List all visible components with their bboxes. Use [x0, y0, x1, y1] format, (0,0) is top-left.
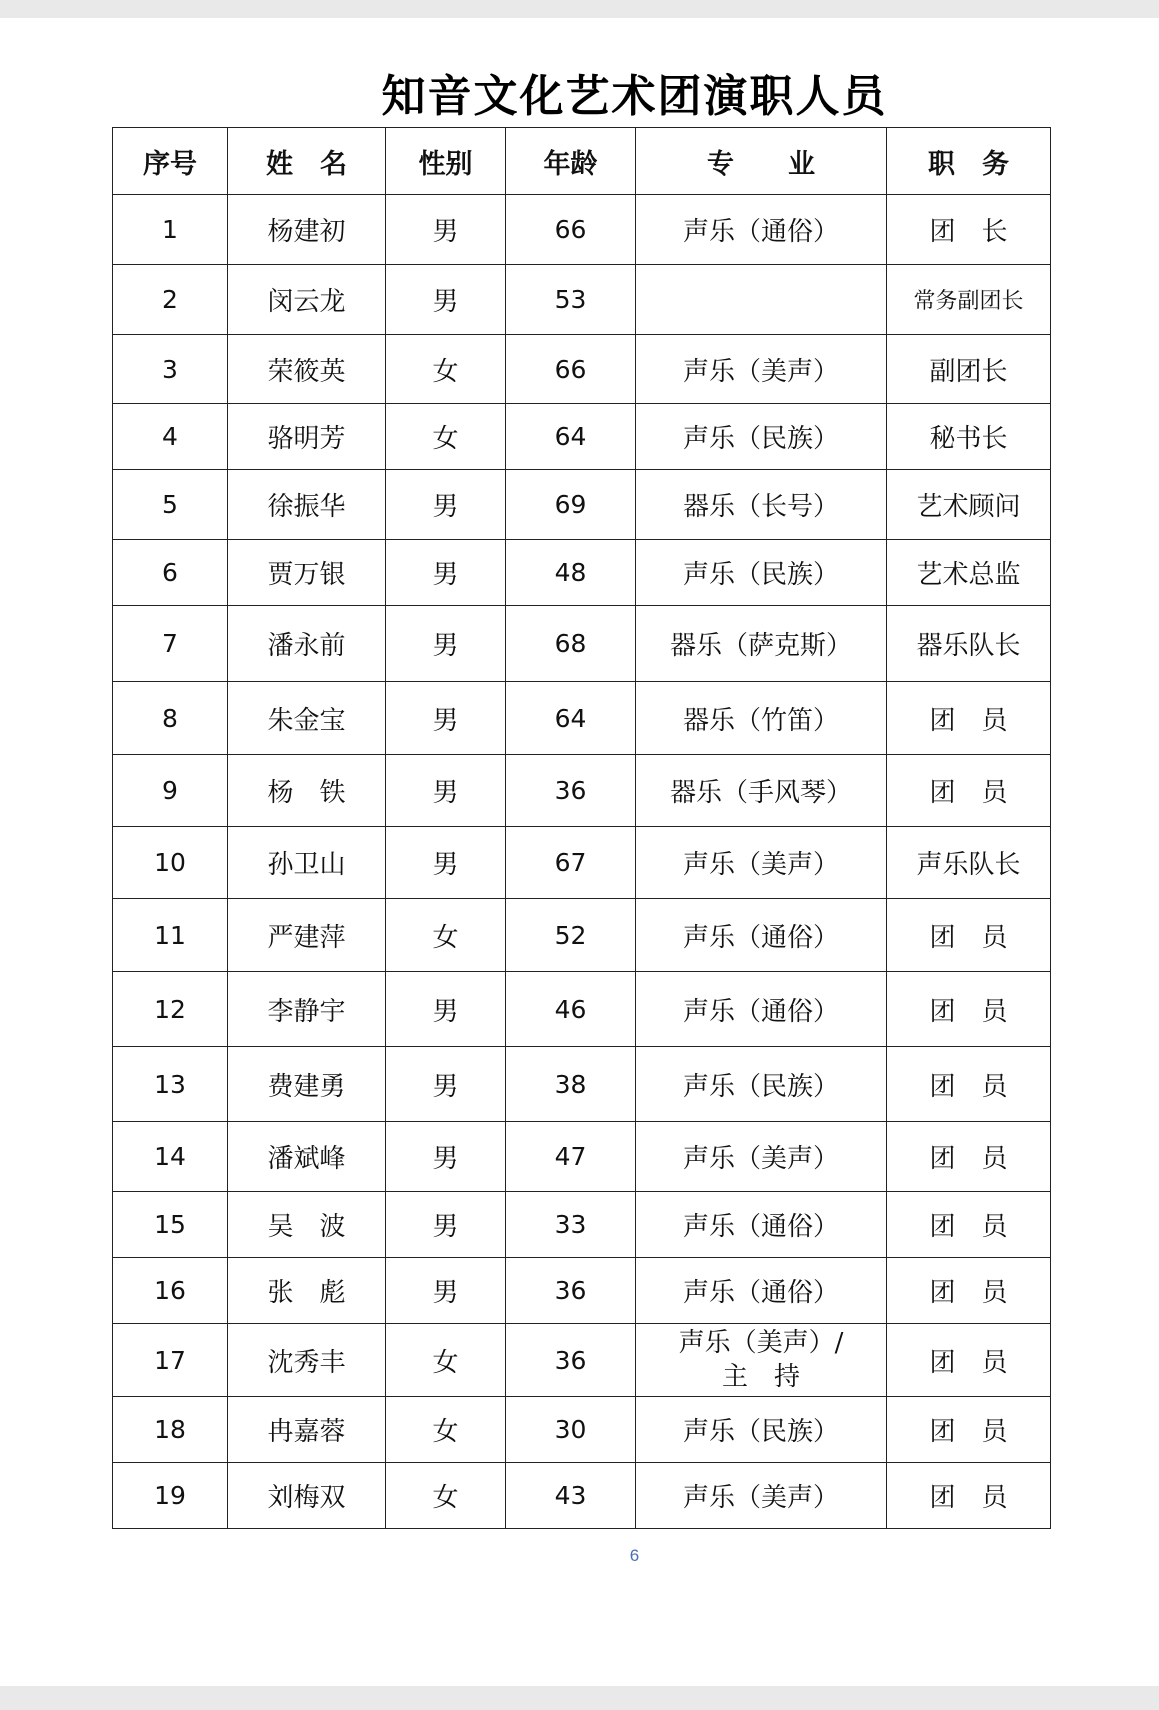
table-row	[113, 899, 1051, 972]
header-name: 姓 名	[228, 128, 386, 195]
header-seq: 序号	[113, 128, 228, 195]
table-row	[113, 1192, 1051, 1258]
cell-specialty: 声乐（美声）	[636, 335, 887, 404]
cell-seq: 18	[113, 1397, 228, 1463]
table-row	[113, 755, 1051, 827]
cell-age: 33	[506, 1192, 636, 1258]
cell-seq: 14	[113, 1122, 228, 1192]
cell-name: 孙卫山	[228, 827, 386, 899]
cell-gender: 男	[386, 827, 506, 899]
cell-name: 骆明芳	[228, 404, 386, 470]
page-number: 6	[629, 1546, 640, 1565]
cell-specialty: 声乐（美声）	[636, 1122, 887, 1192]
cell-role: 团 员	[887, 1397, 1051, 1463]
cell-age: 64	[506, 404, 636, 470]
cell-gender: 男	[386, 755, 506, 827]
cell-specialty: 声乐（通俗）	[636, 972, 887, 1047]
cell-specialty: 声乐（民族）	[636, 540, 887, 606]
table-row	[113, 470, 1051, 540]
cell-name: 杨 铁	[228, 755, 386, 827]
cell-role: 副团长	[887, 335, 1051, 404]
cell-role: 团 员	[887, 682, 1051, 755]
table-row	[113, 682, 1051, 755]
cell-age: 68	[506, 606, 636, 682]
cell-name: 荣筱英	[228, 335, 386, 404]
cell-specialty: 声乐（通俗）	[636, 899, 887, 972]
table-row	[113, 404, 1051, 470]
header-role: 职 务	[887, 128, 1051, 195]
cell-seq: 9	[113, 755, 228, 827]
cell-seq: 10	[113, 827, 228, 899]
cell-seq: 11	[113, 899, 228, 972]
cell-gender: 男	[386, 1192, 506, 1258]
cell-role: 声乐队长	[887, 827, 1051, 899]
cell-name: 朱金宝	[228, 682, 386, 755]
cell-gender: 男	[386, 606, 506, 682]
cell-role: 团 员	[887, 899, 1051, 972]
document-title: 知音文化艺术团演职人员	[381, 71, 888, 122]
cell-role: 团 长	[887, 195, 1051, 265]
cell-age: 52	[506, 899, 636, 972]
cell-seq: 16	[113, 1258, 228, 1324]
roster-table	[112, 127, 1051, 1529]
cell-role: 团 员	[887, 972, 1051, 1047]
cell-specialty: 声乐（民族）	[636, 404, 887, 470]
cell-specialty: 声乐（通俗）	[636, 1258, 887, 1324]
cell-age: 38	[506, 1047, 636, 1122]
cell-age: 36	[506, 1258, 636, 1324]
cell-name: 潘斌峰	[228, 1122, 386, 1192]
cell-name: 刘梅双	[228, 1463, 386, 1529]
cell-age: 66	[506, 195, 636, 265]
cell-seq: 7	[113, 606, 228, 682]
cell-gender: 女	[386, 899, 506, 972]
table-body	[113, 195, 1051, 1529]
table-row	[113, 1324, 1051, 1397]
cell-age: 30	[506, 1397, 636, 1463]
table-row	[113, 265, 1051, 335]
cell-gender: 男	[386, 540, 506, 606]
cell-seq: 12	[113, 972, 228, 1047]
cell-specialty: 声乐（美声）	[636, 1463, 887, 1529]
cell-seq: 8	[113, 682, 228, 755]
cell-age: 43	[506, 1463, 636, 1529]
table-header	[113, 128, 1051, 195]
header-specialty: 专 业	[636, 128, 887, 195]
cell-name: 沈秀丰	[228, 1324, 386, 1397]
cell-gender: 男	[386, 682, 506, 755]
cell-name: 费建勇	[228, 1047, 386, 1122]
specialty-line-2: 主 持	[721, 1362, 800, 1392]
cell-seq: 13	[113, 1047, 228, 1122]
cell-seq: 2	[113, 265, 228, 335]
cell-gender: 女	[386, 1463, 506, 1529]
cell-age: 47	[506, 1122, 636, 1192]
cell-seq: 1	[113, 195, 228, 265]
cell-name: 冉嘉蓉	[228, 1397, 386, 1463]
cell-age: 36	[506, 755, 636, 827]
cell-age: 36	[506, 1324, 636, 1397]
cell-specialty: 声乐（美声）	[636, 827, 887, 899]
cell-seq: 15	[113, 1192, 228, 1258]
table-row	[113, 1258, 1051, 1324]
table-row	[113, 1463, 1051, 1529]
cell-specialty: 器乐（萨克斯）	[636, 606, 887, 682]
cell-specialty: 声乐（民族）	[636, 1397, 887, 1463]
cell-seq: 4	[113, 404, 228, 470]
cell-role: 团 员	[887, 1463, 1051, 1529]
cell-seq: 5	[113, 470, 228, 540]
cell-seq: 17	[113, 1324, 228, 1397]
table-row	[113, 1397, 1051, 1463]
cell-age: 67	[506, 827, 636, 899]
table-row	[113, 827, 1051, 899]
table-row	[113, 540, 1051, 606]
cell-gender: 男	[386, 1122, 506, 1192]
header-gender: 性别	[386, 128, 506, 195]
cell-gender: 女	[386, 1397, 506, 1463]
cell-specialty	[636, 1324, 887, 1397]
cell-gender: 男	[386, 1047, 506, 1122]
cell-name: 闵云龙	[228, 265, 386, 335]
cell-seq: 3	[113, 335, 228, 404]
cell-specialty	[636, 265, 887, 335]
cell-name: 李静宇	[228, 972, 386, 1047]
cell-name: 严建萍	[228, 899, 386, 972]
cell-specialty: 声乐（民族）	[636, 1047, 887, 1122]
cell-gender: 女	[386, 1324, 506, 1397]
header-age: 年龄	[506, 128, 636, 195]
cell-role: 团 员	[887, 1258, 1051, 1324]
cell-age: 46	[506, 972, 636, 1047]
cell-role: 秘书长	[887, 404, 1051, 470]
cell-role: 团 员	[887, 755, 1051, 827]
cell-name: 吴 波	[228, 1192, 386, 1258]
cell-role: 艺术总监	[887, 540, 1051, 606]
table-row	[113, 195, 1051, 265]
cell-gender: 男	[386, 195, 506, 265]
table-row	[113, 606, 1051, 682]
cell-gender: 女	[386, 335, 506, 404]
cell-specialty: 器乐（竹笛）	[636, 682, 887, 755]
header-row	[113, 128, 1051, 195]
cell-gender: 男	[386, 1258, 506, 1324]
cell-name: 潘永前	[228, 606, 386, 682]
cell-seq: 6	[113, 540, 228, 606]
cell-role: 艺术顾问	[887, 470, 1051, 540]
specialty-line-1: 声乐（美声）/	[678, 1328, 844, 1358]
table-row	[113, 335, 1051, 404]
cell-name: 杨建初	[228, 195, 386, 265]
cell-role: 器乐队长	[887, 606, 1051, 682]
cell-role: 团 员	[887, 1192, 1051, 1258]
cell-age: 69	[506, 470, 636, 540]
cell-name: 徐振华	[228, 470, 386, 540]
cell-name: 贾万银	[228, 540, 386, 606]
cell-role: 团 员	[887, 1047, 1051, 1122]
cell-age: 48	[506, 540, 636, 606]
cell-age: 66	[506, 335, 636, 404]
cell-gender: 男	[386, 470, 506, 540]
cell-name: 张 彪	[228, 1258, 386, 1324]
document-page	[0, 18, 1159, 1686]
cell-specialty: 声乐（通俗）	[636, 195, 887, 265]
cell-specialty: 器乐（手风琴）	[636, 755, 887, 827]
cell-age: 64	[506, 682, 636, 755]
cell-role: 常务副团长	[887, 265, 1051, 335]
cell-role: 团 员	[887, 1324, 1051, 1397]
cell-specialty: 器乐（长号）	[636, 470, 887, 540]
cell-seq: 19	[113, 1463, 228, 1529]
cell-age: 53	[506, 265, 636, 335]
cell-specialty: 声乐（通俗）	[636, 1192, 887, 1258]
table-row	[113, 1122, 1051, 1192]
cell-gender: 女	[386, 404, 506, 470]
cell-gender: 男	[386, 265, 506, 335]
table-row	[113, 1047, 1051, 1122]
cell-role: 团 员	[887, 1122, 1051, 1192]
cell-gender: 男	[386, 972, 506, 1047]
table-row	[113, 972, 1051, 1047]
